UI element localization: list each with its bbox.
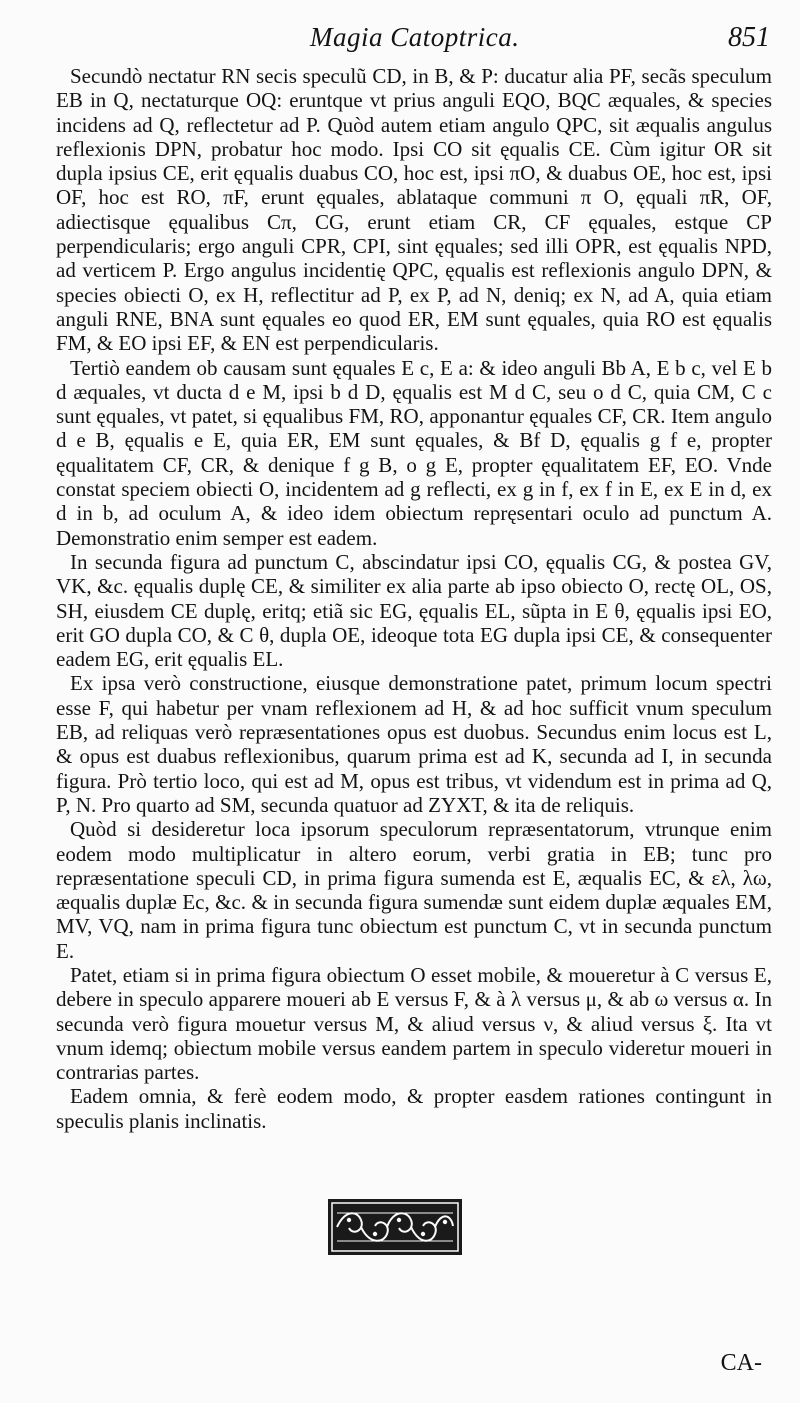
page-header [0, 20, 800, 60]
printers-ornament-icon [327, 1198, 463, 1256]
page-number: 851 [728, 22, 770, 53]
paragraph: Tertiò eandem ob causam sunt ęquales E c, E a: & ideo anguli Bb A, E b c, vel E b d æquales, vt ducta d e M, ipsi b d D, ęqualis est M d C, seu o d C, quia CM, C c sunt ęquales, vt patet, si ęqualibus FM, RO, apponantur ęquales CF, CR. Item angulo d e B, ęqualis e E, quia ER, EM sunt ęquales, & Bf D, ęqualis g f e, propter ęqualitatem CF, CR, & denique f g B, o g E, propter ęqualitatem EF, EO. Vnde constat speciem obiecti O, incidentem ad g reflecti, ex g in f, ex f in E, ex E in d, ex d in b, ad oculum A, & ideo idem obiectum repręsentari oculo ad punctum A. Demonstratio enim semper est eadem. [56, 355, 772, 550]
running-title: Magia Catoptrica. [310, 22, 520, 52]
paragraph: Ex ipsa verò constructione, eiusque demonstratione patet, primum locum spectri esse F, qui habetur per vnam reflexionem ad H, & ad hoc sufficit vnum speculum EB, ad reliquas verò repræsentationes opus est duobus. Secundus enim locus est L, & opus est duabus reflexionibus, quarum prima est ad K, secunda ad I, in secunda figura. Prò tertio loco, qui est ad M, opus est tribus, vt videndum est in prima ad Q, P, N. Pro quarto ad SM, secunda quatuor ad ZYXT, & ita de reliquis. [56, 671, 772, 817]
paragraph: Eadem omnia, & ferè eodem modo, & propter easdem rationes contingunt in speculis planis inclinatis. [56, 1084, 772, 1133]
body-text [56, 64, 772, 1133]
paragraph: Secundò nectatur RN secis speculũ CD, in B, & P: ducatur alia PF, secãs speculum EB in Q, nectaturque OQ: eruntque vt prius anguli EQO, BQC æquales, & species incidens ad Q, reflectetur ad P. Quòd autem etiam angulo QPC, sit æqualis angulus reflexionis DPN, probatur hoc modo. Ipsi CO sit ęqualis CE. Cùm igitur OR sit dupla ipsius CE, erit ęqualis duabus CO, hoc est, ipsi πO, & duabus OE, hoc est, ipsi OF, hoc est RO, πF, erunt ęquales, ablataque communi π O, ęquali πR, OF, adiectisque ęqualibus Cπ, CG, erunt etiam CR, CF ęquales, estque CP perpendicularis; ergo anguli CPR, CPI, sint ęquales; sed illi OPR, est ęqualis NPD, ad verticem P. Ergo angulus incidentię QPC, ęqualis est reflexionis angulo DPN, & species obiecti O, ex H, reflectitur ad P, ex P, ad N, deniq; ex N, ad A, quia etiam anguli RNE, BNA sunt ęquales eo quod ER, EM sunt ęquales, quia RO est ęqualis FM, & EO ipsi EF, & EN est perpendicularis. [56, 64, 772, 356]
paragraph: Patet, etiam si in prima figura obiectum O esset mobile, & moueretur à C versus E, debere in speculo apparere moueri ab E versus F, & à λ versus μ, & ab ω versus α. In secunda verò figura mouetur versus M, & aliud versus ν, & aliud versus ξ. Ita vt vnum idemq; obiectum mobile versus eandem partem in speculo videretur moueri in contrarias partes. [56, 962, 772, 1085]
paragraph: Quòd si desideretur loca ipsorum speculorum repræsentatorum, vtrunque enim eodem modo multiplicatur in altero eorum, verbi gratia in EB; tunc pro repræsentatione speculi CD, in prima figura sumenda est E, æqualis EC, & ελ, λω, æqualis duplæ Ec, &c. & in secunda figura sumendæ sunt eidem duplæ æquales EM, MV, VQ, nam in prima figura tunc obiectum est punctum C, vt in secunda punctum E. [56, 817, 772, 963]
paragraph: In secunda figura ad punctum C, abscindatur ipsi CO, ęqualis CG, & postea GV, VK, &c. ęqualis duplę CE, & similiter ex alia parte ab ipso obiecto O, rectę OL, OS, SH, eiusdem CE duplę, eritq; etiã sic EG, ęqualis EL, sũpta in E θ, ęqualis ipsi EO, erit GO dupla CO, & C θ, dupla OE, ideoque tota EG dupla ipsi CE, & consequenter eadem EG, erit ęqualis EL. [56, 549, 772, 672]
catchword: CA- [720, 1350, 762, 1376]
